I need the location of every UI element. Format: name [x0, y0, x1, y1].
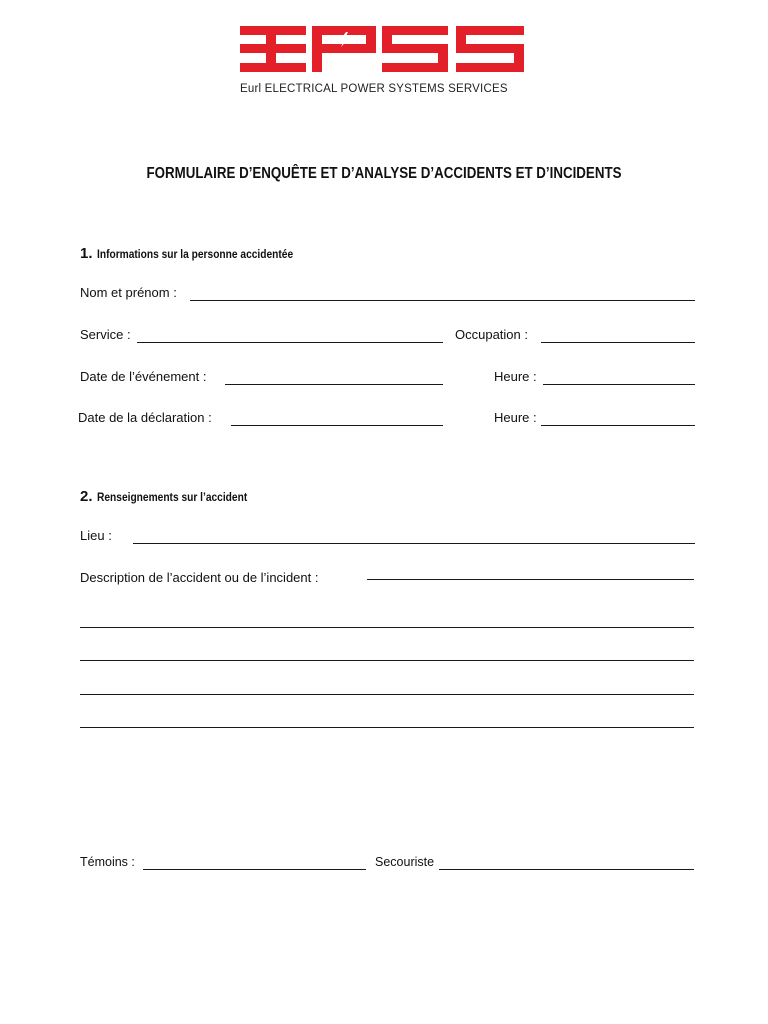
section-1-heading [80, 245, 328, 263]
heure-evenement-label: Heure : [494, 369, 537, 384]
temoins-field[interactable] [143, 869, 366, 870]
date-evenement-label: Date de l’événement : [80, 369, 207, 384]
date-declaration-label: Date de la déclaration : [78, 410, 212, 425]
logo [0, 0, 768, 80]
logo-letter-p [312, 26, 376, 72]
section-2-number: 2. [80, 488, 93, 505]
logo-letter-s1 [382, 26, 448, 72]
nom-prenom-label: Nom et prénom : [80, 285, 177, 300]
occupation-label: Occupation : [455, 327, 528, 342]
date-declaration-field[interactable] [231, 425, 443, 426]
occupation-field[interactable] [541, 342, 695, 343]
heure-declaration-field[interactable] [541, 425, 695, 426]
description-field-line-5[interactable] [80, 727, 694, 728]
lieu-field[interactable] [133, 543, 695, 544]
service-label: Service : [80, 327, 131, 342]
service-field[interactable] [137, 342, 443, 343]
description-field-line-4[interactable] [80, 694, 694, 695]
section-1-title: Informations sur la personne accidentée [96, 247, 294, 261]
section-1-number: 1. [80, 245, 93, 262]
description-label: Description de l’accident ou de l’incident : [80, 570, 319, 585]
secouriste-label: Secouriste [375, 855, 435, 869]
lieu-label: Lieu : [80, 528, 112, 543]
nom-prenom-field[interactable] [190, 300, 695, 301]
heure-declaration-label: Heure : [494, 410, 537, 425]
description-field-line-1[interactable] [367, 579, 694, 580]
section-2-title: Renseignements sur l’accident [96, 490, 248, 504]
secouriste-field[interactable] [439, 869, 694, 870]
company-name: Eurl ELECTRICAL POWER SYSTEMS SERVICES [240, 83, 508, 95]
logo-letter-e [240, 26, 306, 72]
page-title: FORMULAIRE D’ENQUÊTE ET D’ANALYSE D’ACCIDENTS ET D’INCIDENTS [146, 165, 622, 182]
date-evenement-field[interactable] [225, 384, 443, 385]
description-field-line-3[interactable] [80, 660, 694, 661]
temoins-label: Témoins : [80, 855, 135, 869]
section-2-heading [80, 488, 274, 506]
heure-evenement-field[interactable] [543, 384, 695, 385]
description-field-line-2[interactable] [80, 627, 694, 628]
logo-letter-s2 [456, 26, 524, 72]
